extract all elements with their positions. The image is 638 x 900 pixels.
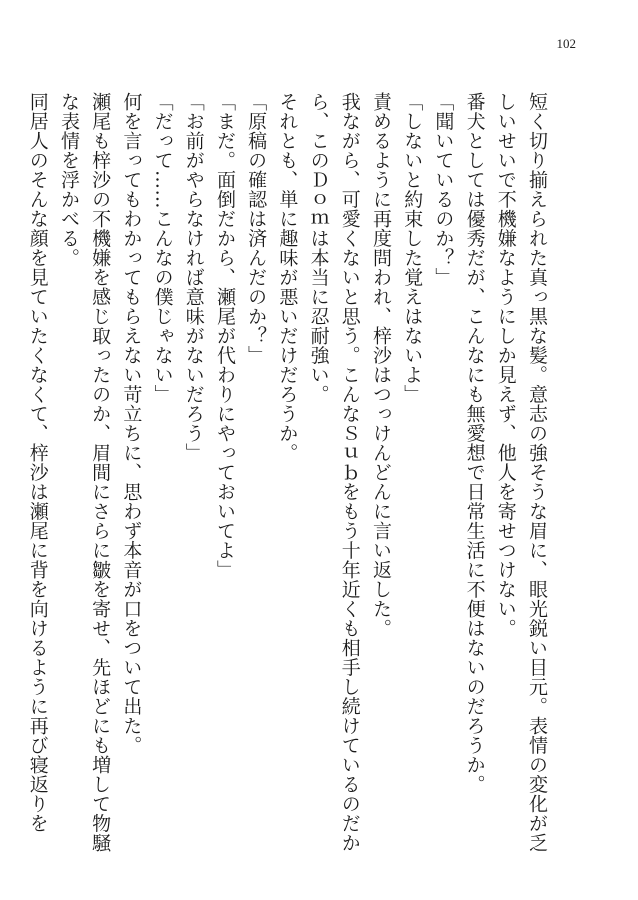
text-line: 「聞いているのか？」 xyxy=(432,92,455,287)
text-line: 瀬尾も梓沙の不機嫌を感じ取ったのか、眉間にさらに皺を寄せ、先ほどにも増して物騒 xyxy=(89,92,112,853)
text-line: 番犬としては優秀だが、こんなにも無愛想で日常生活に不便はないのだろうか。 xyxy=(463,92,486,794)
text-line: しいせいで不機嫌なようにしか見えず、他人を寄せつけない。 xyxy=(494,92,517,638)
text-line: 同居人のそんな顔を見ていたくなくて、梓沙は瀬尾に背を向けるように再び寝返りを xyxy=(26,92,49,833)
text-line: それとも、単に趣味が悪いだけだろうか。 xyxy=(276,92,299,463)
text-line: 責めるように再度問われ、梓沙はつっけんどんに言い返した。 xyxy=(369,92,392,638)
text-line: 「お前がやらなければ意味がないだろう」 xyxy=(182,92,205,463)
text-line: 「まだ。面倒だから、瀬尾が代わりにやっておいてよ」 xyxy=(213,92,236,580)
page-number: 102 xyxy=(556,36,576,51)
text-line: 「だって……こんなの僕じゃない」 xyxy=(151,92,174,404)
body-text xyxy=(22,92,552,882)
text-line: 「しないと約束した覚えはないよ」 xyxy=(401,92,424,404)
text-line: 我ながら、可愛くないと思う。こんなＳｕｂをもう十年近くも相手し続けているのだか xyxy=(338,92,361,853)
text-line: 何を言ってもわかってもらえない苛立ちに、思わず本音が口をついて出た。 xyxy=(120,92,143,755)
text-line: ら、このＤｏｍは本当に忍耐強い。 xyxy=(307,92,330,404)
text-line: な表情を浮かべる。 xyxy=(57,92,80,268)
text-line: 短く切り揃えられた真っ黒な髪。意志の強そうな眉に、眼光鋭い目元。表情の変化が乏 xyxy=(526,92,548,853)
text-line: 「原稿の確認は済んだのか？」 xyxy=(245,92,268,365)
